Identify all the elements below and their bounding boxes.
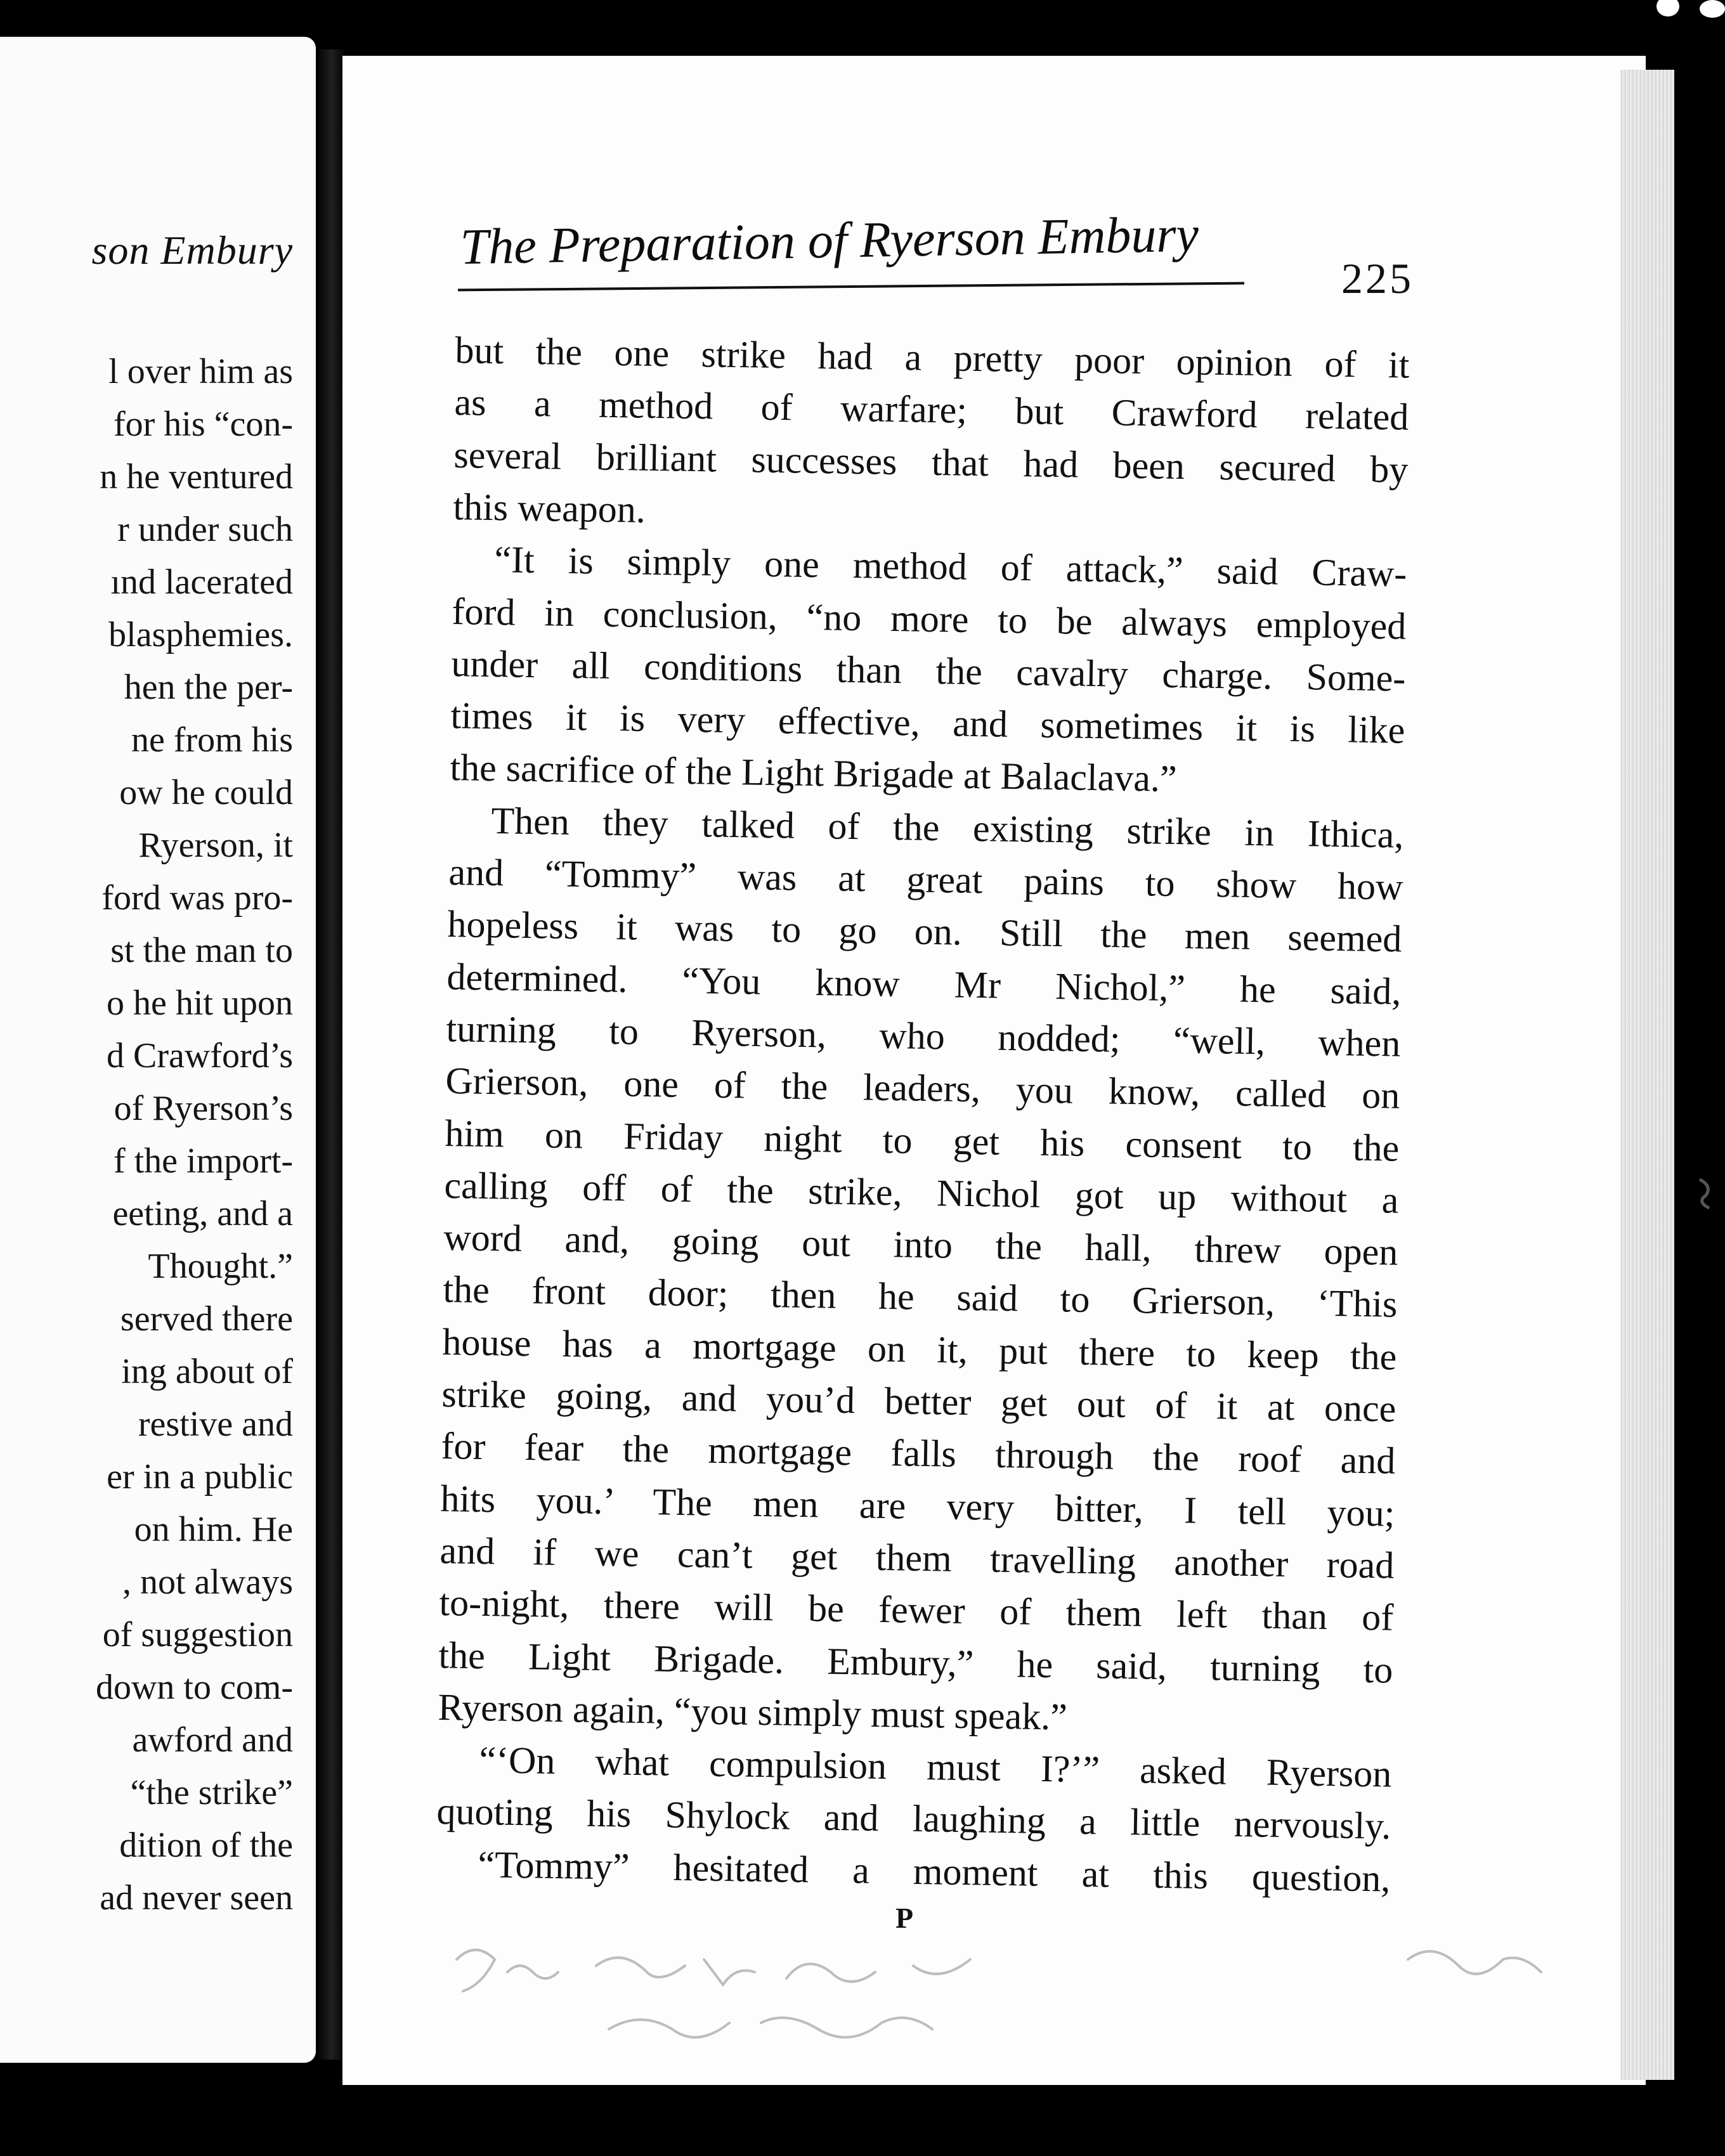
left-text-line: Thought.” [148,1247,293,1286]
handwritten-annotation [431,1921,1573,2074]
page-edges [1620,70,1674,2080]
left-text-line: d Crawford’s [107,1036,293,1075]
left-text-line: n he ventured [100,457,293,497]
body-text-line: under all conditions than the cavalry charge. Some- [450,642,1406,699]
left-text-line: restive and [138,1405,293,1444]
left-text-line: ne from his [131,720,293,760]
left-text-line: hen the per- [124,668,293,707]
left-running-head: son Embury [91,228,293,273]
page-number: 225 [1341,254,1414,302]
left-text-line: ınd lacerated [110,562,293,602]
body-text-line: “‘On what compulsion must I?’” asked Ryerson [478,1739,1392,1795]
body-text-line: word and, going out into the hall, threw open [443,1216,1399,1273]
page-edge-mark [1693,1173,1719,1211]
body-text-line: and if we can’t get them travelling another road [439,1529,1395,1587]
left-text-line: ing about of [121,1352,293,1391]
body-text-line: and “Tommy” was at great pains to show how [448,851,1403,908]
left-text-line: , not always [122,1562,293,1602]
left-text-line: ford was pro- [101,878,293,918]
left-text-line: “the strike” [130,1773,293,1812]
body-text-line: Grierson, one of the leaders, you know, called on [445,1060,1401,1117]
left-text-line: st the man to [110,931,293,970]
left-text-line: blasphemies. [108,615,293,654]
left-text-line: dition of the [119,1826,293,1865]
body-text-line: Ryerson again, “you simply must speak.” [437,1685,1068,1738]
body-text-line: for fear the mortgage falls through the roof and [440,1425,1396,1482]
left-text-line: f the import- [113,1141,293,1181]
body-text-line: Then they talked of the existing strike in Ithica, [490,799,1404,856]
left-text-line: eeting, and a [112,1194,293,1233]
body-text-line: hits you.’ The men are very bitter, I tell you; [439,1477,1395,1535]
corner-ink-blot [1598,0,1725,24]
body-text-line: this weapon. [452,485,646,531]
left-text-line: ad never seen [100,1878,293,1918]
left-text-line: down to com- [95,1668,293,1707]
body-text-line: turning to Ryerson, who nodded; “well, when [446,1007,1402,1065]
left-text-line: for his “con- [113,405,293,444]
left-text-line: on him. He [134,1510,293,1549]
left-text-line: Ryerson, it [138,826,293,865]
body-text-line: the Light Brigade. Embury,” he said, turning to [438,1633,1393,1691]
body-text-line: to-night, there will be fewer of them left than of [438,1581,1394,1639]
left-text-line: o he hit upon [107,984,293,1023]
body-text-line: but the one strike had a pretty poor opinion of it [455,329,1410,386]
body-text-line: the front door; then he said to Grierson, ‘This [443,1268,1398,1326]
left-text-line: er in a public [107,1457,293,1497]
book-gutter [318,49,344,2060]
left-page [0,37,316,2063]
body-text-line: house has a mortgage on it, put there to keep the [442,1320,1397,1378]
left-text-line: l over him as [108,352,293,391]
body-text-line: several brilliant successes that had been secured by [453,433,1409,491]
left-text-line: of suggestion [102,1615,293,1654]
body-text-line: times it is very effective, and sometimes it is like [450,694,1405,751]
left-text-line: awford and [132,1720,293,1760]
body-text-line: calling off of the strike, Nichol got up without a [444,1164,1400,1221]
left-text-line: ow he could [119,773,293,812]
body-text-line: “Tommy” hesitated a moment at this question, [477,1843,1391,1900]
left-text-line: r under such [117,510,293,549]
body-text-line: strike going, and you’d better get out of it at once [441,1373,1396,1430]
body-text-line: “It is simply one method of attack,” said Craw- [493,538,1407,595]
body-text-line: hopeless it was to go on. Still the men seemed [447,903,1403,960]
signature-mark: P [895,1902,914,1934]
body-text-line: determined. “You know Mr Nichol,” he said, [446,955,1402,1013]
body-text-line: the sacrifice of the Light Brigade at Balaclava.” [449,746,1177,800]
body-text-line: as a method of warfare; but Crawford related [453,381,1409,438]
body-text-line: him on Friday night to get his consent to the [445,1112,1400,1169]
running-head: The Preparation of Ryerson Embury [460,206,1199,275]
left-text-line: served there [120,1299,293,1339]
body-text-line: ford in conclusion, “no more to be always employed [451,590,1407,647]
body-text-line: quoting his Shylock and laughing a little nervously. [436,1790,1391,1848]
left-text-line: of Ryerson’s [114,1089,293,1128]
